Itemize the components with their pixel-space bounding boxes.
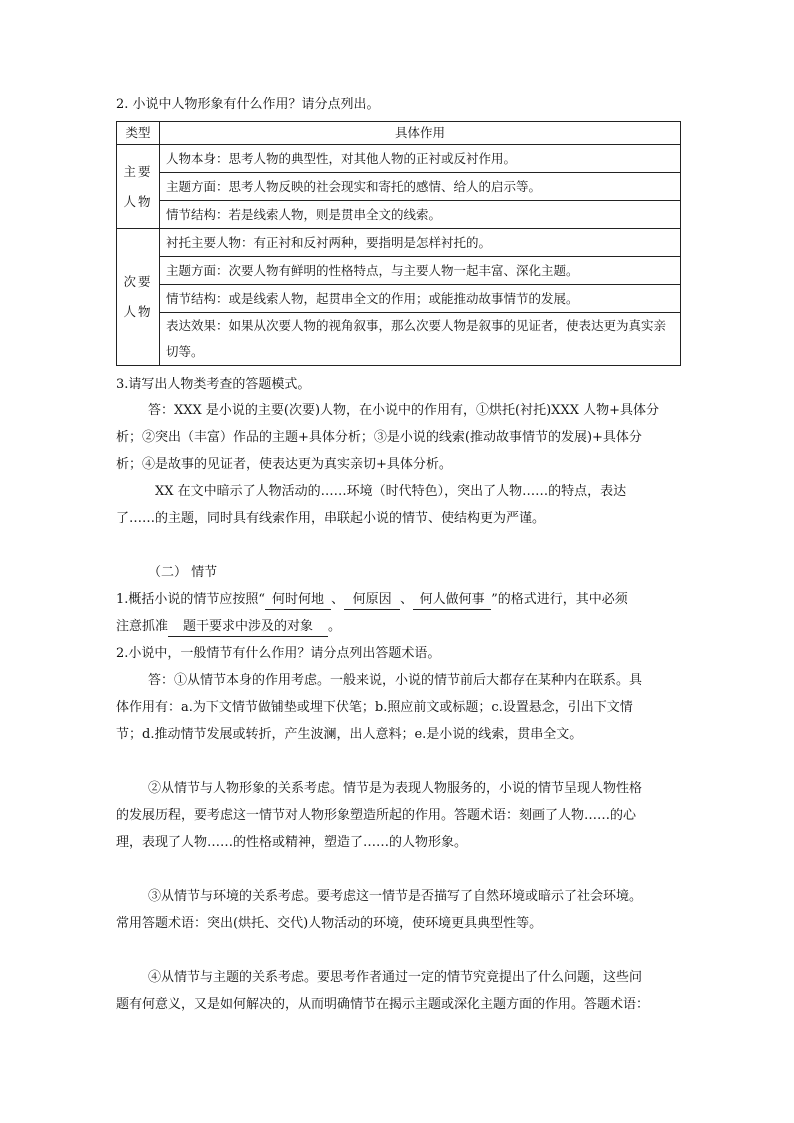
fill-blank: 何时何地 [265, 591, 331, 610]
paragraph-line: 体作用有：a.为下文情节做铺垫或埋下伏笔；b.照应前文或标题；c.设置悬念，引出下文情 [116, 700, 633, 715]
type-secondary-character: 次要 人物 [117, 229, 160, 366]
paragraph-line: 的发展历程，要考虑这一情节对人物形象塑造所起的作用。答题术语：刻画了人物……的心 [116, 808, 637, 823]
paragraph-line: ③从情节与环境的关系考虑。要考虑这一情节是否描写了自然环境或暗示了社会环境。 [148, 889, 643, 904]
paragraph-line: ②从情节与人物形象的关系考虑。情节是为表现人物服务的，小说的情节呈现人物性格 [148, 781, 643, 796]
question-2-text: 2. 小说中人物形象有什么作用？请分点列出。 [116, 97, 380, 112]
table-row [117, 229, 681, 257]
paragraph-line: 答：①从情节本身的作用考虑。一般来说，小说的情节前后大都存在某种内在联系。具 [148, 673, 643, 688]
fill-blank: 何原因 [344, 591, 400, 610]
table-row [117, 257, 681, 285]
table-cell: 人物本身：思考人物的典型性，对其他人物的正衬或反衬作用。 [160, 145, 681, 173]
table-cell: 衬托主要人物：有正衬和反衬两种，要指明是怎样衬托的。 [160, 229, 681, 257]
table-row [117, 173, 681, 201]
table-cell: 主题方面：次要人物有鲜明的性格特点，与主要人物一起丰富、深化主题。 [160, 257, 681, 285]
paragraph-line: 节；d.推动情节发展或转折，产生波澜，出人意料；e.是小说的线索，贯串全文。 [116, 727, 583, 742]
paragraph-line: 常用答题术语：突出(烘托、交代)人物活动的环境，使环境更具典型性等。 [116, 916, 543, 931]
answer-line: 析；④是故事的见证者，使表达更为真实亲切+具体分析。 [116, 457, 452, 472]
answer-line: 答：XXX 是小说的主要(次要)人物，在小说中的作用有，①烘托(衬托)XXX 人物+具体分 [148, 403, 659, 418]
answer-line: 析；②突出（丰富）作品的主题+具体分析；③是小说的线索(推动故事情节的发展)+具体分 [116, 430, 642, 445]
paragraph-line: ④从情节与主题的关系考虑。要思考作者通过一定的情节究竟提出了什么问题，这些问 [148, 970, 643, 985]
env-line: 了……的主题，同时具有线索作用，串联起小说的情节、使结构更为严谨。 [116, 511, 546, 526]
question-3-title: 3.请写出人物类考查的答题模式。 [116, 377, 311, 392]
table-row [117, 201, 681, 229]
table-cell: 情节结构：若是线索人物，则是贯串全文的线索。 [160, 201, 681, 229]
header-function: 具体作用 [160, 122, 681, 145]
paragraph-line: 理，表现了人物……的性格或精神，塑造了……的人物形象。 [116, 835, 468, 850]
paragraph-line: 题有何意义，又是如何解决的，从而明确情节在揭示主题或深化主题方面的作用。答题术语： [116, 997, 650, 1012]
type-main-character: 主要 人物 [117, 145, 160, 229]
table-cell: 表达效果：如果从次要人物的视角叙事，那么次要人物是叙事的见证者，使表达更为真实亲切等。 [160, 313, 681, 366]
table-row [117, 285, 681, 313]
plot-item-2-title: 2.小说中，一般情节有什么作用？请分点列出答题术语。 [116, 646, 441, 661]
fill-blank: 题干要求中涉及的对象 [168, 618, 328, 637]
table-row [117, 145, 681, 173]
table-cell: 主题方面：思考人物反映的社会现实和寄托的感情、给人的启示等。 [160, 173, 681, 201]
table-header-row [117, 122, 681, 145]
table-cell: 情节结构：或是线索人物，起贯串全文的作用；或能推动故事情节的发展。 [160, 285, 681, 313]
fill-blank: 何人做何事 [413, 591, 491, 610]
section-heading-plot: （二） 情节 [148, 565, 218, 580]
env-line: XX 在文中暗示了人物活动的……环境（时代特色），突出了人物……的特点，表达 [155, 484, 627, 499]
header-type: 类型 [117, 122, 160, 145]
plot-item-1-line-2: 注意抓准 题干要求中涉及的对象 。 [116, 618, 341, 637]
plot-item-1-line-1: 1.概括小说的情节应按照“ 何时何地 、 何原因 、 何人做何事 ”的格式进行，其中必须 [116, 591, 628, 610]
table-row [117, 313, 681, 366]
character-role-table [116, 121, 681, 366]
